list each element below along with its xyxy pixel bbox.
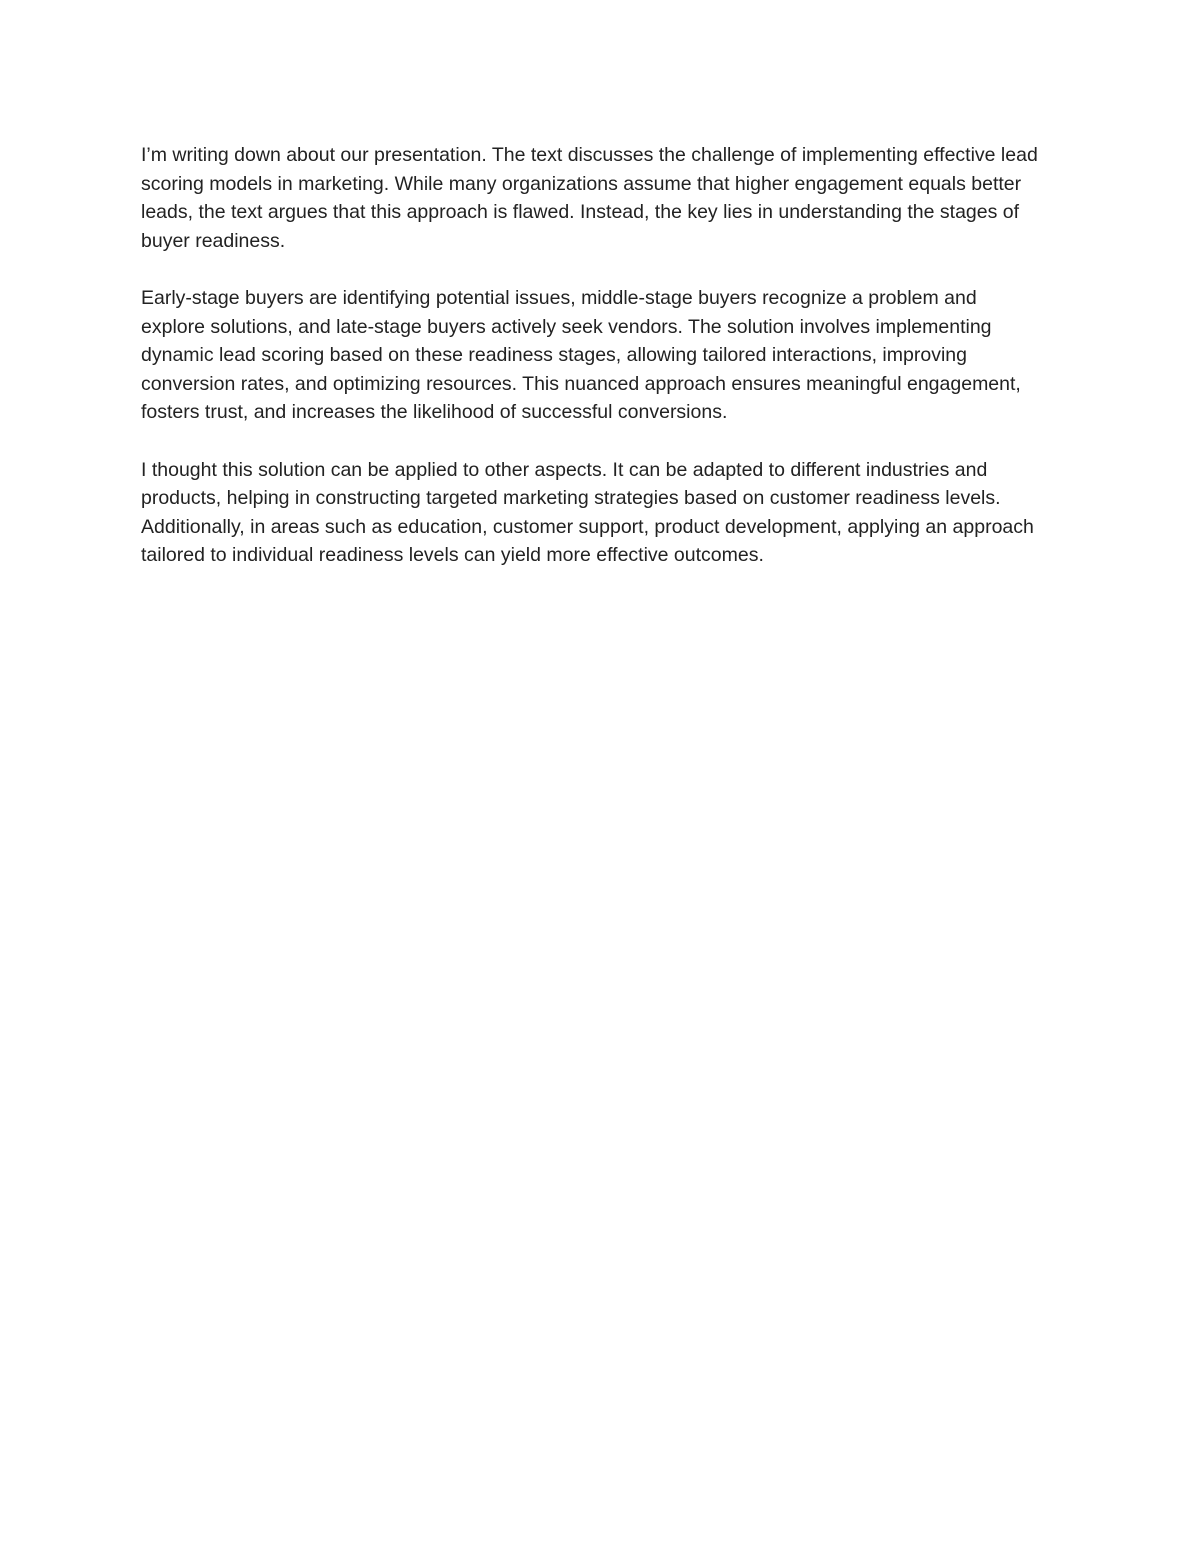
document-body — [141, 141, 1046, 599]
paragraph-3: I thought this solution can be applied to other aspects. It can be adapted to different industries and products, helping in constructing targeted marketing strategies based on customer readiness levels. Additionally, in areas such as education, customer support, product development, applying an approach tailored to individual readiness levels can yield more effective outcomes. — [141, 458, 1034, 567]
paragraph-2: Early-stage buyers are identifying potential issues, middle-stage buyers recognize a problem and explore solutions, and late-stage buyers actively seek vendors. The solution involves implementing dynamic lead scoring based on these readiness stages, allowing tailored interactions, improving conversion rates, and optimizing resources. This nuanced approach ensures meaningful engagement, fosters trust, and increases the likelihood of successful conversions. — [141, 286, 1021, 424]
paragraph-1: I’m writing down about our presentation. The text discusses the challenge of implementing effective lead scoring models in marketing. While many organizations assume that higher engagement equals better leads, the text argues that this approach is flawed. Instead, the key lies in understanding the stages of buyer readiness. — [141, 144, 1038, 252]
